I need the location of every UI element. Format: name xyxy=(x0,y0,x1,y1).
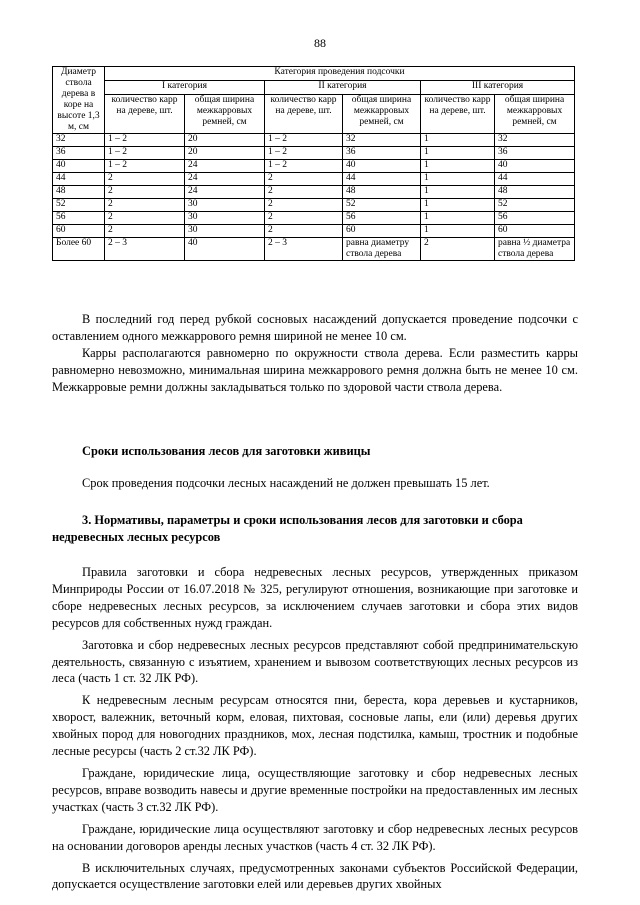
table-cell: 30 xyxy=(185,199,265,212)
table-cell: 24 xyxy=(185,160,265,173)
table-cell: 60 xyxy=(53,225,105,238)
cat3-count-header: количество карр на дереве, шт. xyxy=(421,94,495,133)
table-cell: 56 xyxy=(53,212,105,225)
table-cell: 48 xyxy=(343,186,421,199)
table-cell: 2 xyxy=(421,238,495,261)
table-cell: 1 xyxy=(421,134,495,147)
table-row xyxy=(53,212,575,225)
table-cell: 1 xyxy=(421,147,495,160)
cat1-count-header: количество карр на дереве, шт. xyxy=(105,94,185,133)
resin-tapping-table xyxy=(52,66,575,261)
table-cell: 2 xyxy=(105,212,185,225)
table-cell: 48 xyxy=(53,186,105,199)
table-cell: 56 xyxy=(495,212,575,225)
table-cell: 1 xyxy=(421,199,495,212)
table-cell: 52 xyxy=(495,199,575,212)
table-cell: 44 xyxy=(53,173,105,186)
table-cell: 2 xyxy=(105,186,185,199)
table-row xyxy=(53,160,575,173)
table-cell: 32 xyxy=(343,134,421,147)
category-1-header: I категория xyxy=(105,80,265,94)
intro-paragraphs xyxy=(52,311,578,396)
table-cell: 40 xyxy=(53,160,105,173)
table-cell: Более 60 xyxy=(53,238,105,261)
table-cell: 1 xyxy=(421,160,495,173)
section-3-paragraphs xyxy=(52,564,578,893)
table-cell: равна диаметру ствола дерева xyxy=(343,238,421,261)
heading-section-3: 3. Нормативы, параметры и сроки использования лесов для заготовки и сбора недревесных лесных ресурсов xyxy=(52,513,523,544)
table-cell: 2 xyxy=(265,225,343,238)
table-row xyxy=(53,238,575,261)
cat2-count-header: количество карр на дереве, шт. xyxy=(265,94,343,133)
category-2-header: II категория xyxy=(265,80,421,94)
table-cell: 36 xyxy=(495,147,575,160)
table-cell: 1 xyxy=(421,225,495,238)
paragraph: Граждане, юридические лица, осуществляющие заготовку и сбор недревесных лесных ресурсов, вправе возводить навесы и другие временные постройки на предоставленных им лесных участках (часть 3 ст.32 ЛК РФ). xyxy=(52,765,578,814)
table-cell: 36 xyxy=(53,147,105,160)
table-cell: 60 xyxy=(495,225,575,238)
table-cell: 24 xyxy=(185,173,265,186)
table-cell: 36 xyxy=(343,147,421,160)
table-cell: 2 xyxy=(105,173,185,186)
table-cell: 1 – 2 xyxy=(105,160,185,173)
cat3-width-header: общая ширина межкарровых ремней, см xyxy=(495,94,575,133)
table-row xyxy=(53,225,575,238)
table-row xyxy=(53,186,575,199)
table-row xyxy=(53,199,575,212)
table-cell: 2 xyxy=(265,212,343,225)
table-cell: 20 xyxy=(185,134,265,147)
heading-resin: Сроки использования лесов для заготовки живицы xyxy=(82,444,371,458)
table-cell: 32 xyxy=(495,134,575,147)
table-cell: 30 xyxy=(185,212,265,225)
page-number: 88 xyxy=(314,36,326,50)
paragraph: В последний год перед рубкой сосновых насаждений допускается проведение подсочки с оставлением одного межкаррового ремня шириной не менее 10 см. xyxy=(52,312,578,343)
category-3-header: III категория xyxy=(421,80,575,94)
table-cell: 60 xyxy=(343,225,421,238)
resin-paragraph-block xyxy=(52,475,578,492)
table-cell: 2 – 3 xyxy=(105,238,185,261)
paragraph: Граждане, юридические лица осуществляют заготовку и сбор недревесных лесных ресурсов на основании договоров аренды лесных участков (часть 4 ст. 32 ЛК РФ). xyxy=(52,821,578,853)
table-row xyxy=(53,134,575,147)
table-cell: 44 xyxy=(495,173,575,186)
table-cell: 1 xyxy=(421,212,495,225)
table-row xyxy=(53,173,575,186)
diameter-header: Диаметр ствола дерева в коре на высоте 1,3 м, см xyxy=(53,67,105,134)
paragraph: К недревесным лесным ресурсам относятся пни, береста, кора деревьев и кустарников, хворост, валежник, веточный корм, еловая, пихтовая, сосновые лапы, ели (или) деревья других хвойных пород для новогодних праздников, мох, лесная подстилка, камыш, тростник и подобные лесные ресурсы (часть 2 ст.32 ЛК РФ). xyxy=(52,693,578,759)
table-cell: 2 xyxy=(105,225,185,238)
paragraph: Правила заготовки и сбора недревесных лесных ресурсов, утвержденных приказом Минприроды России от 16.07.2018 № 325, регулируют отношения, возникающие при заготовке и сборе недревесных лесных ресурсов, за исключением случаев заготовки и сбора этих видов ресурсов для собственных нужд граждан. xyxy=(52,565,578,630)
table-cell: 2 xyxy=(265,186,343,199)
paragraph: Срок проведения подсочки лесных насаждений не должен превышать 15 лет. xyxy=(82,476,490,490)
table-cell: 20 xyxy=(185,147,265,160)
table-cell: 40 xyxy=(185,238,265,261)
table-cell: 1 – 2 xyxy=(265,147,343,160)
table-cell: 1 – 2 xyxy=(265,160,343,173)
table-cell: 2 xyxy=(105,199,185,212)
table-cell: 40 xyxy=(343,160,421,173)
table-cell: 1 xyxy=(421,186,495,199)
table-row xyxy=(53,147,575,160)
table-cell: 1 – 2 xyxy=(105,147,185,160)
table-cell: 2 xyxy=(265,199,343,212)
table-cell: 48 xyxy=(495,186,575,199)
table-cell: 24 xyxy=(185,186,265,199)
table-cell: 40 xyxy=(495,160,575,173)
cat1-width-header: общая ширина межкарровых ремней, см xyxy=(185,94,265,133)
paragraph: В исключительных случаях, предусмотренных законами субъектов Российской Федерации, допускается осуществление заготовки елей или деревьев других хвойных xyxy=(52,860,578,892)
table-cell: 56 xyxy=(343,212,421,225)
category-header: Категория проведения подсочки xyxy=(105,67,575,81)
table-cell: 44 xyxy=(343,173,421,186)
table-cell: 1 xyxy=(421,173,495,186)
paragraph: Карры располагаются равномерно по окружности ствола дерева. Если разместить карры равномерно невозможно, минимальная ширина межкаррового ремня должна быть не менее 10 см. Межкарровые ремни должны закладываться только по здоровой части ствола дерева. xyxy=(52,345,578,394)
cat2-width-header: общая ширина межкарровых ремней, см xyxy=(343,94,421,133)
table-cell: 1 – 2 xyxy=(105,134,185,147)
paragraph: Заготовка и сбор недревесных лесных ресурсов представляют собой предпринимательскую деятельность, связанную с изъятием, хранением и вывозом соответствующих лесных ресурсов из леса (часть 1 ст. 32 ЛК РФ). xyxy=(52,637,578,686)
table-cell: равна ½ диаметра ствола дерева xyxy=(495,238,575,261)
table-cell: 2 xyxy=(265,173,343,186)
table-cell: 32 xyxy=(53,134,105,147)
table-cell: 1 – 2 xyxy=(265,134,343,147)
table-cell: 30 xyxy=(185,225,265,238)
table-cell: 2 – 3 xyxy=(265,238,343,261)
table-cell: 52 xyxy=(53,199,105,212)
table-cell: 52 xyxy=(343,199,421,212)
